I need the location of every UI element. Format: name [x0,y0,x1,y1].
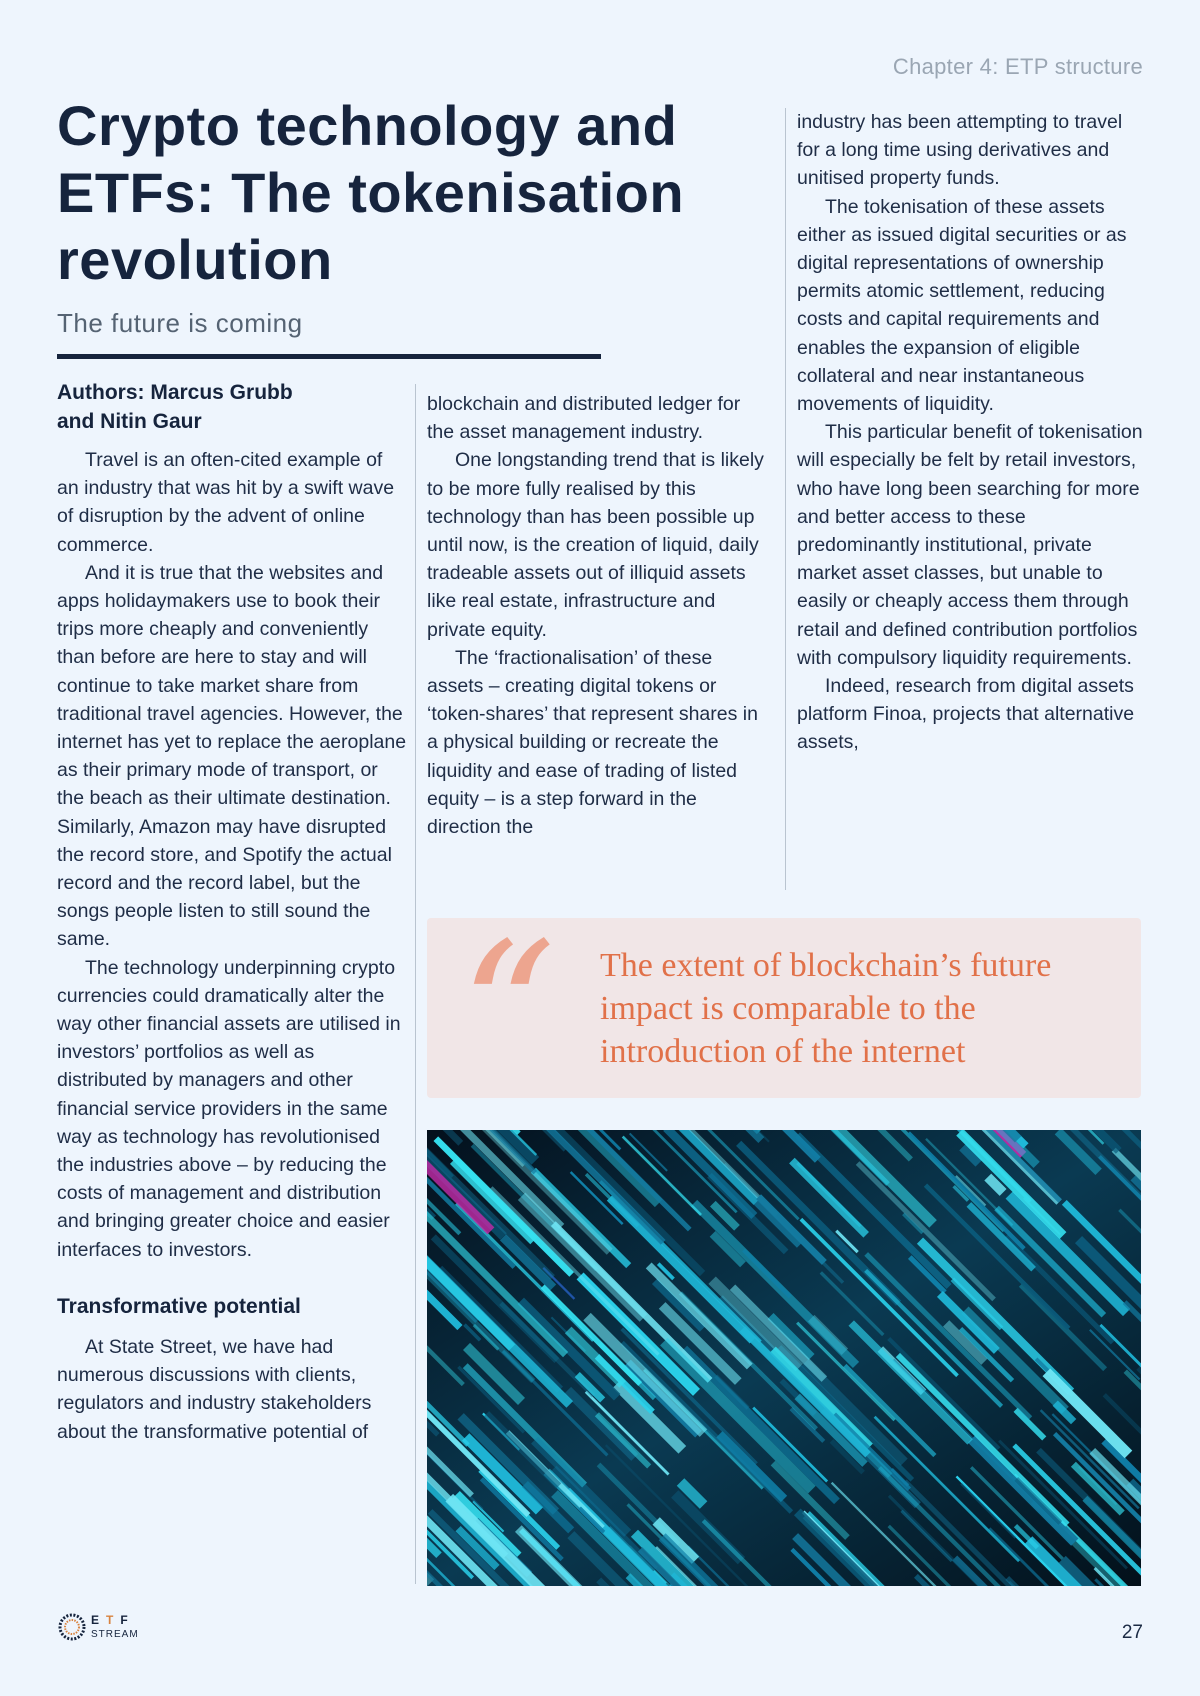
paragraph: blockchain and distributed ledger for the asset management industry. [427,393,741,444]
paragraph: Travel is an often-cited example of an industry that was hit by a swift wave of disruption by the advent of online commerce. [57,449,395,556]
logo-letter-e: E [91,1613,107,1627]
section-heading: Transformative potential [57,1294,301,1318]
quote-mark-icon: “ [459,902,557,1123]
logo-wordmark [91,1613,135,1627]
paragraph: The tokenisation of these assets either as issued digital securities or as digital representations of ownership permits atomic settlement, reducing costs and capital requirements and enables the expansion of eligible collateral and near instantaneous movements of liquidity. [797,195,1127,416]
paragraph: The ‘fractionalisation’ of these assets – creating digital tokens or ‘token-shares’ that represent shares in a physical building or recreate the liquidity and ease of trading of listed equity – is a step forward in the direction the [427,646,758,839]
page-number: 27 [1121,1622,1143,1643]
etf-stream-logo [57,1612,177,1644]
abstract-digital-artwork [427,1130,1141,1586]
column-3 [797,108,1147,757]
column-divider [785,108,786,890]
paragraph: industry has been attempting to travel for a long time using derivatives and unitised property funds. [797,111,1123,190]
authors-line-2: and Nitin Gaur [57,410,202,433]
title-divider [57,354,601,359]
column-2 [427,390,767,841]
paragraph: The technology underpinning crypto currencies could dramatically alter the way other financial assets are utilised in investors’ portfolios as well as distributed by managers and other financial service providers in the same way as technology has revolutionised the industries above – by reducing the costs of management and distribution and bringing greater choice and easier interfaces to investors. [57,956,401,1261]
paragraph: This particular benefit of tokenisation will especially be felt by retail investors, who have long been searching for more and better access to these predominantly institutional, private market asset classes, but unable to easily or cheaply access them through retail and defined contribution portfolios with compulsory liquidity requirements. [797,421,1143,669]
logo-letter-f: F [120,1613,135,1627]
article-subtitle: The future is coming [57,308,303,338]
paragraph: Indeed, research from digital assets platform Finoa, projects that alternative assets, [797,675,1135,754]
authors [57,378,407,436]
paragraph: At State Street, we have had numerous discussions with clients, regulators and industry stakeholders about the transformative potential of [57,1335,372,1443]
column-divider [415,384,416,1584]
logo-letter-t: T [106,1613,121,1627]
artwork-graphic [427,1130,1141,1586]
pull-quote [427,902,1141,1123]
chapter-label: Chapter 4: ETP structure [892,54,1143,79]
column-1 [57,378,407,1446]
authors-line-1: Authors: Marcus Grubb [57,381,293,404]
paragraph: One longstanding trend that is likely to be more fully realised by this technology than has been possible up until now, is the creation of liquid, daily tradeable assets out of illiquid assets like real estate, infrastructure and private equity. [427,449,764,641]
logo-subtext: STREAM [91,1629,139,1640]
paragraph: And it is true that the websites and apps holidaymakers use to book their trips more cheaply and conveniently than before are here to stay and will continue to take market share from traditional travel agencies. However, the internet has yet to replace the aeroplane as their primary mode of transport, or the beach as their ultimate destination. Similarly, Amazon may have disrupted the record store, and Spotify the actual record and the record label, but the songs people listen to still sound the same. [57,561,407,951]
pull-quote-text: The extent of blockchain’s future impact is comparable to the introduction of the internet [600,947,1052,1070]
article-title: Crypto technology and ETFs: The tokenisation revolution [57,94,685,291]
logo-ring-icon [57,1612,87,1642]
